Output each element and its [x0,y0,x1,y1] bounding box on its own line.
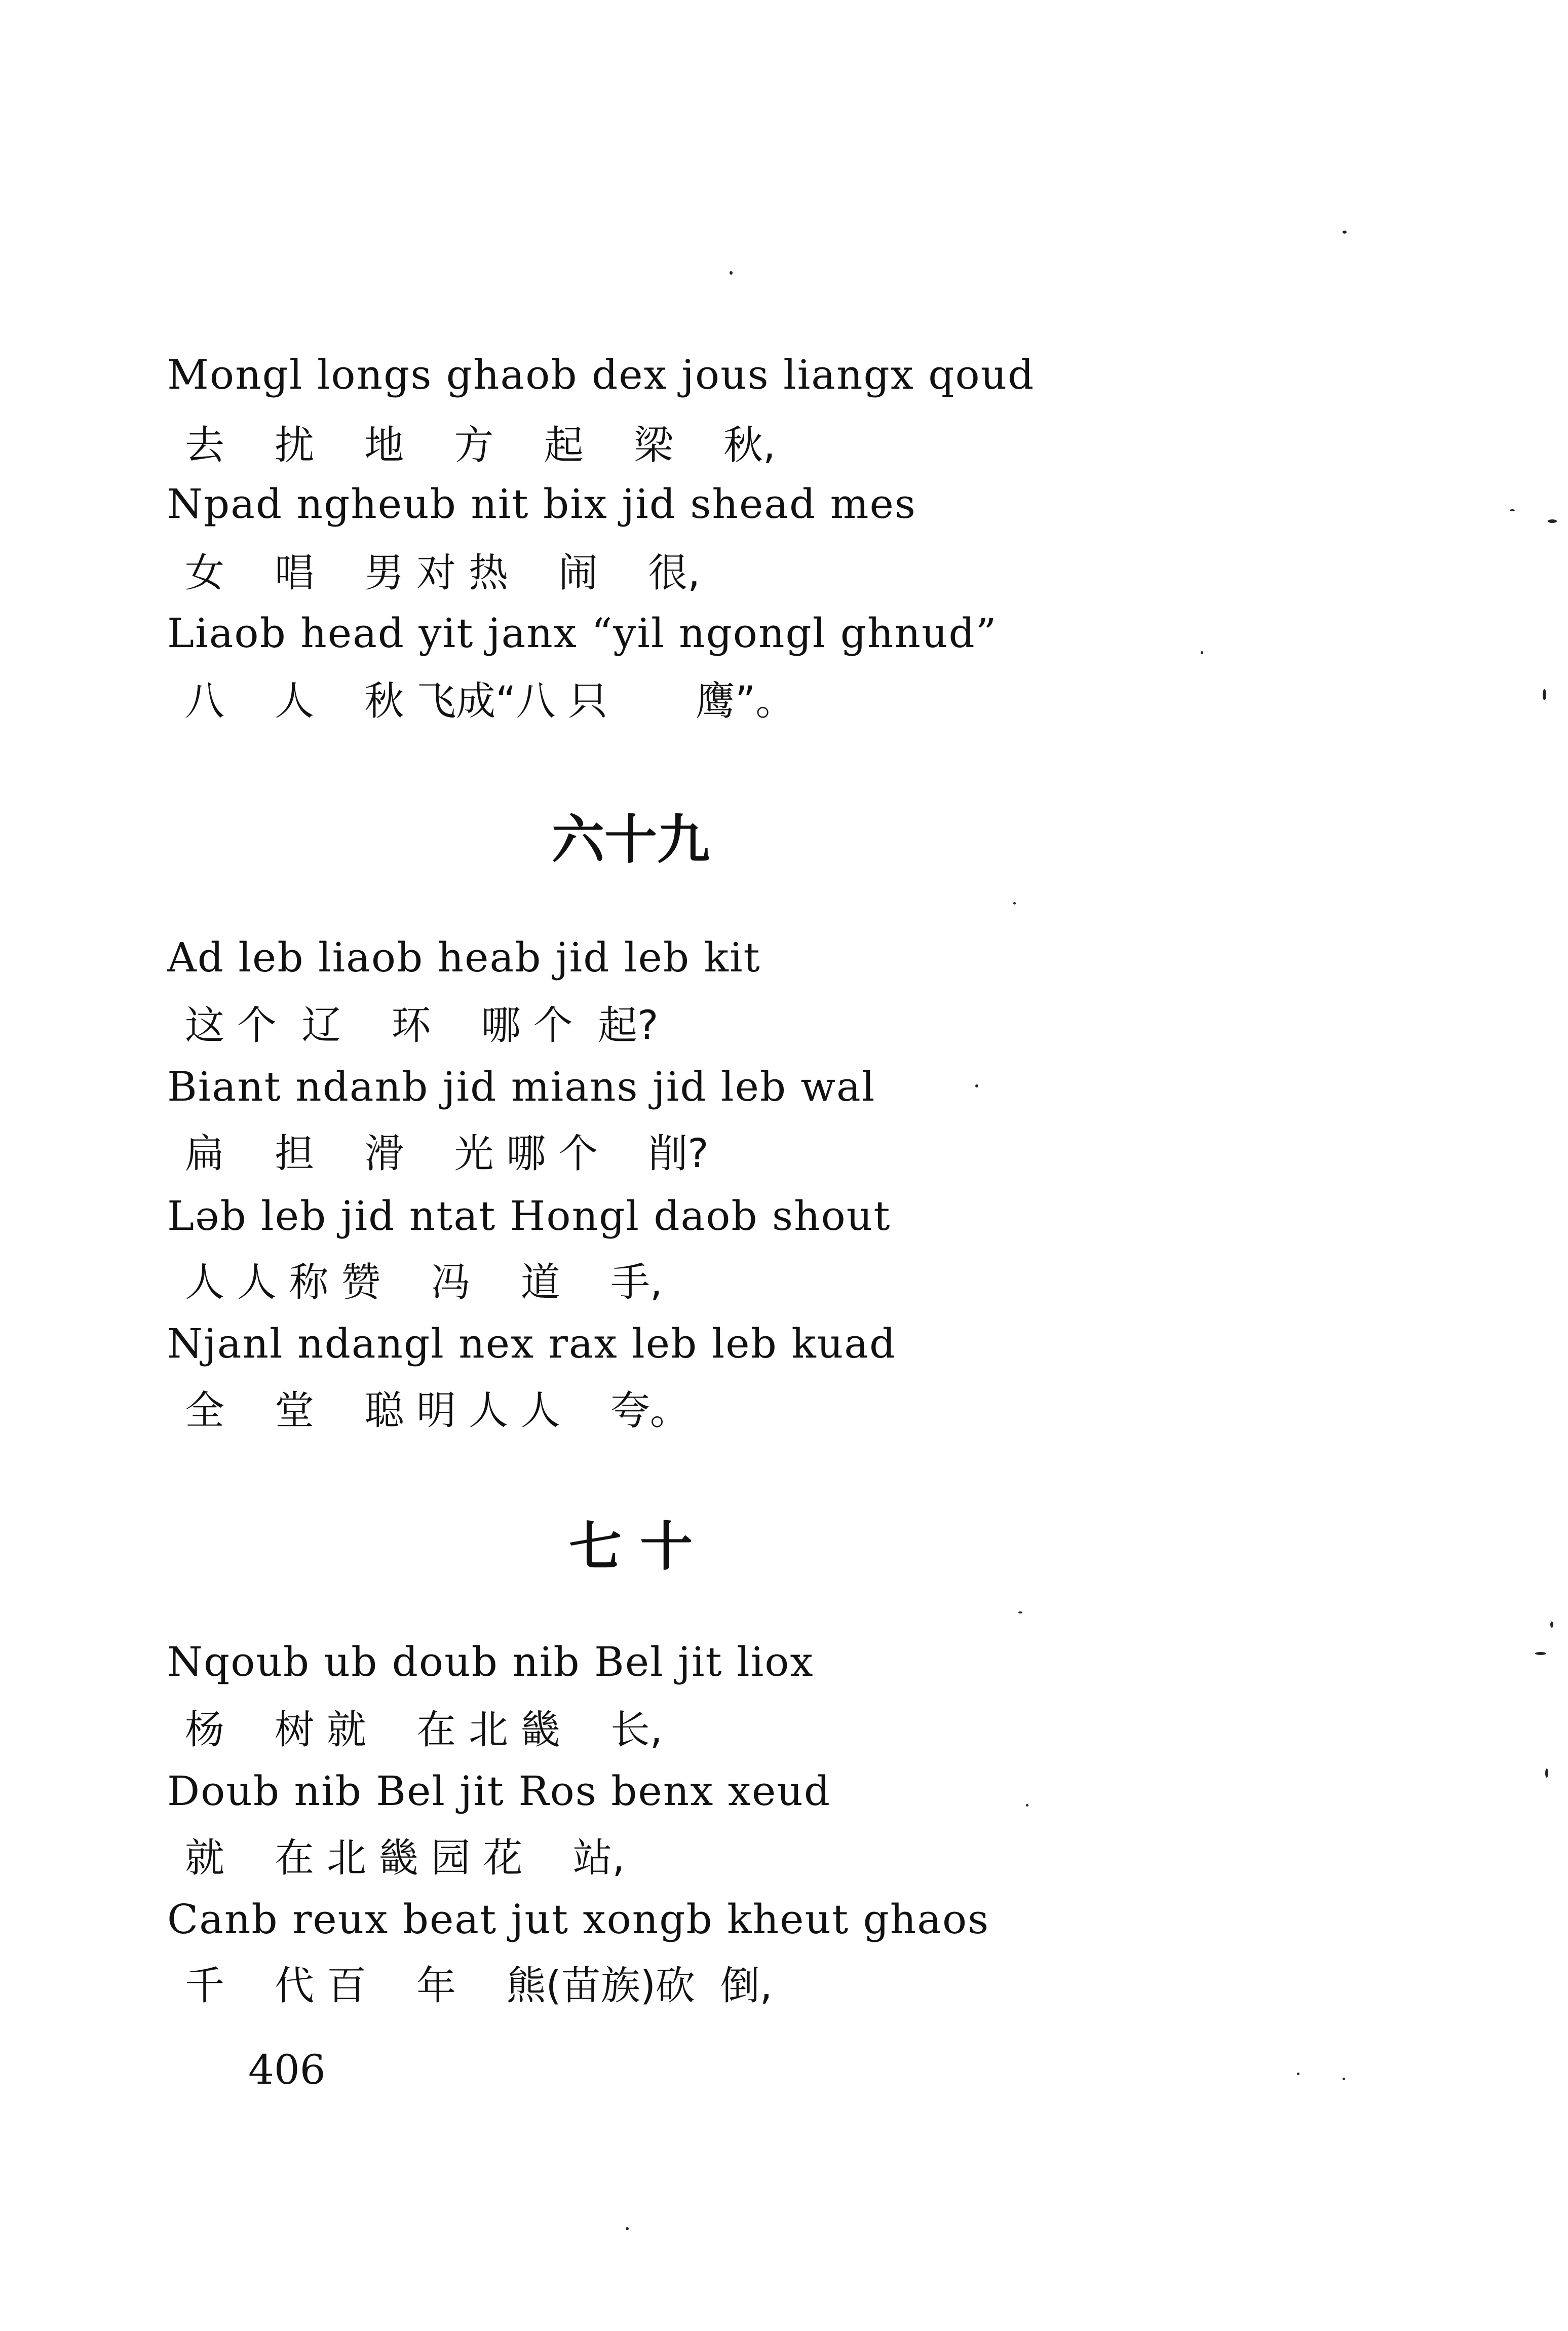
scan-speck [975,1084,978,1087]
section-69-line-2-han: 扁 担 滑 光 哪 个 削? [185,1131,709,1177]
section-70-line-3-han: 千 代 百 年 熊(苗族)砍 倒, [185,1963,773,2009]
scan-speck [1510,509,1515,511]
scan-speck [1297,2073,1299,2075]
scan-speck [1018,1611,1022,1613]
section-69-line-2-roman: Biant ndanb jid mians jid leb wal [167,1063,876,1110]
stanza-1-line-1-roman: Mongl longs ghaob dex jous liangx qoud [167,351,1035,398]
section-69-line-3-roman: Ləb leb jid ntat Hongl daob shout [167,1192,891,1239]
scan-speck [1343,2078,1345,2080]
section-70-line-2-han: 就 在 北 畿 园 花 站, [185,1835,625,1881]
section-69-line-4-roman: Njanl ndangl nex rax leb leb kuad [167,1320,897,1367]
page-number: 406 [248,2046,326,2093]
scan-speck [730,271,733,275]
section-69-line-4-han: 全 堂 聪 明 人 人 夸。 [185,1388,690,1434]
scan-speck [1543,689,1546,700]
scan-speck [1550,1622,1553,1628]
scan-speck [1026,1804,1028,1807]
scan-speck [1548,519,1557,523]
stanza-1-line-1-han: 去 扰 地 方 起 梁 秋, [185,423,776,468]
section-69-line-1-han: 这 个 辽 环 哪 个 起? [185,1003,659,1048]
section-69-heading: 六十九 [551,809,710,871]
section-70-line-1-roman: Nqoub ub doub nib Bel jit liox [167,1638,814,1685]
stanza-1-line-2-han: 女 唱 男 对 热 闹 很, [185,550,701,596]
section-70-line-2-roman: Doub nib Bel jit Ros benx xeud [167,1768,831,1815]
section-69-line-3-han: 人 人 称 赞 冯 道 手, [185,1260,663,1305]
scan-speck [1201,651,1203,654]
stanza-1-line-3-han: 八 人 秋 飞成“八 只 鹰”。 [185,679,795,724]
section-69-line-1-roman: Ad leb liaob heab jid leb kit [167,934,761,981]
stanza-1-line-2-roman: Npad ngheub nit bix jid shead mes [167,480,916,528]
stanza-1-line-3-roman: Liaob head yit janx “yil ngongl ghnud” [167,610,998,657]
section-70-heading: 七 十 [568,1516,693,1577]
scan-speck [1535,1652,1546,1655]
scan-speck [1343,231,1347,234]
scan-speck [1545,1769,1548,1778]
scan-speck [626,2227,629,2230]
section-70-line-3-roman: Canb reux beat jut xongb kheut ghaos [167,1896,990,1943]
section-70-line-1-han: 杨 树 就 在 北 畿 长, [185,1707,663,1753]
scan-speck [1013,902,1016,905]
